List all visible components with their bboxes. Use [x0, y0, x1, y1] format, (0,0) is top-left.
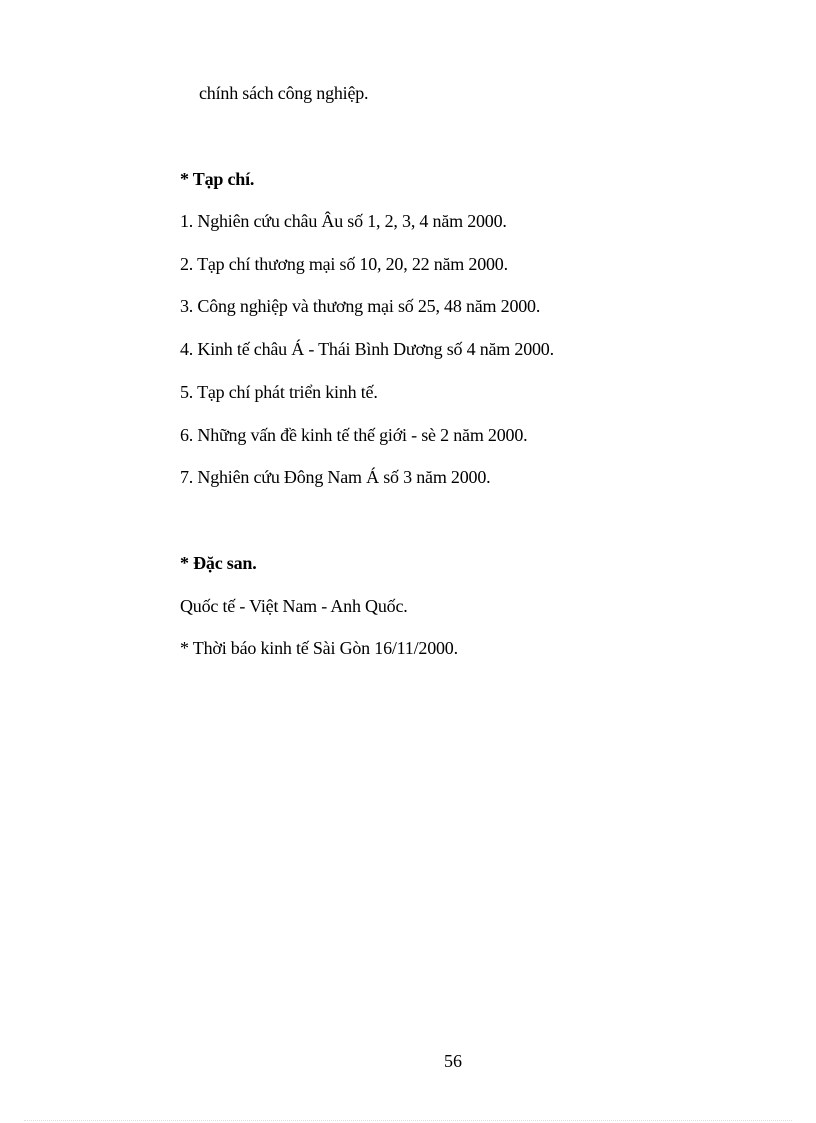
journals-heading: * Tạp chí.	[180, 169, 255, 189]
special-editions-heading: * Đặc san.	[180, 553, 257, 573]
journal-item: 7. Nghiên cứu Đông Nam Á số 3 năm 2000.	[180, 467, 491, 487]
page-number: 56	[444, 1051, 462, 1071]
journal-item: 5. Tạp chí phát triển kinh tế.	[180, 382, 378, 402]
journal-item: 1. Nghiên cứu châu Âu số 1, 2, 3, 4 năm 2000.	[180, 211, 507, 231]
journal-item: 4. Kinh tế châu Á - Thái Bình Dương số 4 năm 2000.	[180, 339, 554, 359]
journal-item: 6. Những vấn đề kinh tế thế giới - sè 2 năm 2000.	[180, 425, 528, 445]
continuation-line: chính sách công nghiệp.	[199, 83, 369, 103]
page-bottom-divider	[24, 1120, 792, 1121]
journal-item: 3. Công nghiệp và thương mại số 25, 48 năm 2000.	[180, 296, 541, 316]
journal-item: 2. Tạp chí thương mại số 10, 20, 22 năm 2000.	[180, 254, 508, 274]
special-edition-item: Quốc tế - Việt Nam - Anh Quốc.	[180, 596, 408, 616]
special-edition-item: * Thời báo kinh tế Sài Gòn 16/11/2000.	[180, 638, 458, 658]
